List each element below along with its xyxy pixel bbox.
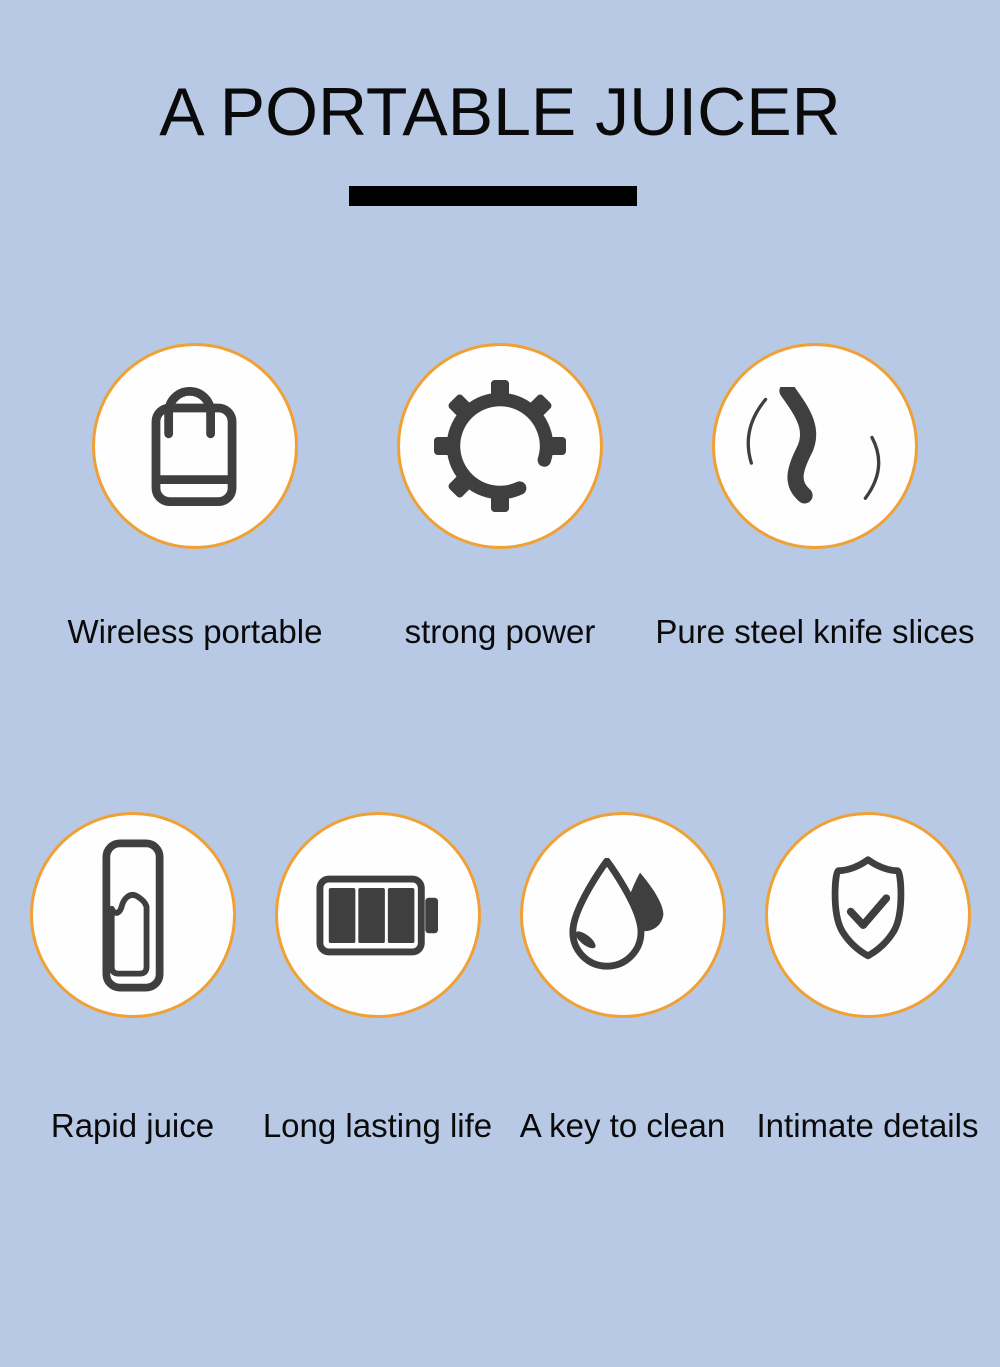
- feature-steel-knife: [650, 343, 980, 652]
- knife-slices-icon: [739, 387, 891, 505]
- shield-check-icon: [815, 853, 921, 978]
- feature-circle: [92, 343, 298, 549]
- feature-label: strong power: [404, 613, 596, 650]
- features-row-2: [0, 812, 1000, 1146]
- feature-label: Wireless portable: [67, 613, 323, 650]
- feature-label: Rapid juice: [50, 1107, 215, 1144]
- portable-juicer-infographic: [0, 74, 1000, 1367]
- feature-label: Intimate details: [756, 1107, 979, 1144]
- feature-wireless-portable: [40, 343, 350, 652]
- features-row-1: [0, 343, 1000, 652]
- feature-circle: [275, 812, 481, 1018]
- feature-intimate-details: [745, 812, 990, 1146]
- feature-label: Long lasting life: [262, 1107, 493, 1144]
- feature-circle: [520, 812, 726, 1018]
- feature-label: A key to clean: [519, 1107, 726, 1144]
- feature-circle: [712, 343, 918, 549]
- feature-circle: [397, 343, 603, 549]
- feature-label: Pure steel knife slices: [655, 613, 975, 650]
- feature-circle: [30, 812, 236, 1018]
- battery-icon: [316, 875, 440, 956]
- feature-circle: [765, 812, 971, 1018]
- bag-icon: [151, 387, 239, 506]
- feature-rapid-juice: [10, 812, 255, 1146]
- water-drops-icon: [566, 858, 679, 973]
- juice-glass-icon: [102, 839, 164, 992]
- feature-strong-power: [350, 343, 650, 652]
- title-underline-bar: [349, 186, 637, 206]
- feature-long-lasting-life: [255, 812, 500, 1146]
- gear-icon: [425, 371, 575, 521]
- feature-key-to-clean: [500, 812, 745, 1146]
- page-title: A PORTABLE JUICER: [159, 74, 841, 150]
